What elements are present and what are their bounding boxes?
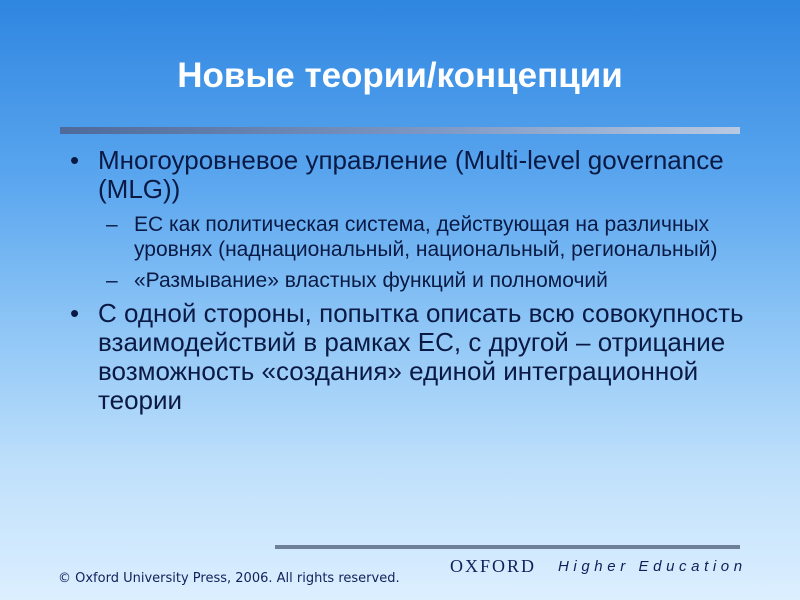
title-divider	[60, 127, 740, 134]
slide-title: Новые теории/концепции	[177, 56, 623, 95]
copyright-notice: © Oxford University Press, 2006. All rights reserved.	[58, 571, 400, 586]
bullet-text: Многоуровневое управление (Multi-level governance (MLG))	[98, 145, 724, 204]
sub-bullet-list	[68, 212, 758, 293]
sub-bullet-marker: –	[106, 269, 118, 292]
sub-bullet-item	[68, 268, 758, 293]
sub-bullet-text: ЕС как политическая система, действующая на различных уровнях (наднациональный, национальный, региональный)	[134, 213, 718, 261]
oxford-logo: OXFORD	[450, 556, 537, 576]
sub-bullet-marker: –	[106, 213, 118, 236]
bullet-text: С одной стороны, попытка описать всю совокупность взаимодействий в рамках ЕС, с другой – отрицание возможность «создания» единой интеграционной теории	[98, 298, 744, 415]
footer-divider	[275, 545, 740, 549]
sub-bullet-text: «Размывание» властных функций и полномочий	[134, 269, 608, 292]
bullet-marker: •	[70, 298, 80, 328]
higher-education-label: Higher Education	[558, 558, 747, 575]
bullet-item	[68, 299, 758, 415]
sub-bullet-item	[68, 212, 758, 262]
bullet-item	[68, 146, 758, 204]
bullet-marker: •	[70, 145, 80, 175]
bullet-list	[68, 146, 758, 415]
